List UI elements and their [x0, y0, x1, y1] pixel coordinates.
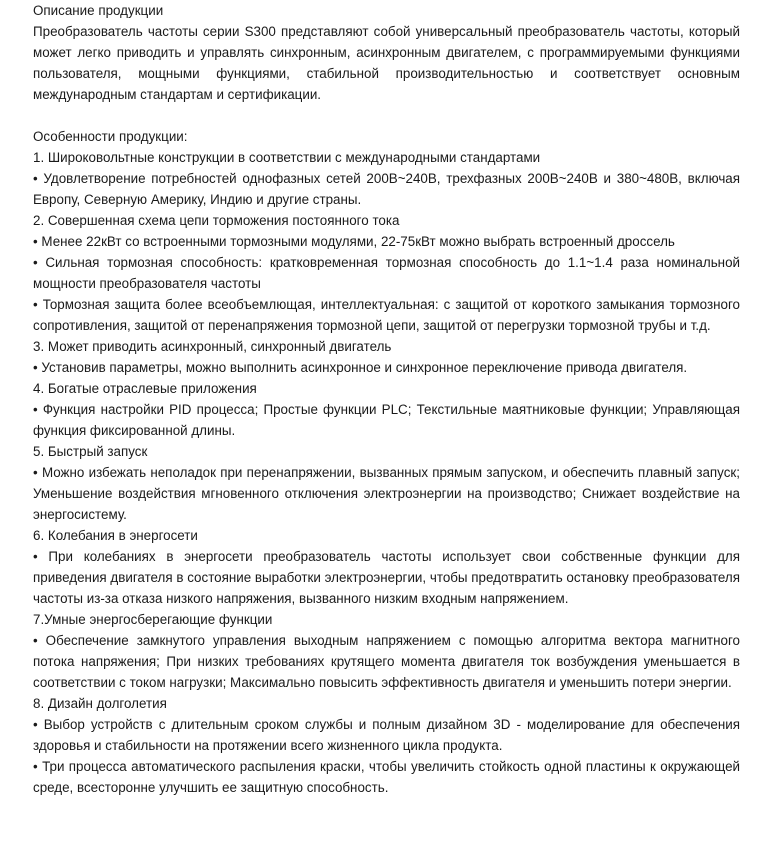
feature-heading: 5. Быстрый запуск	[33, 444, 148, 459]
feature-section	[33, 210, 740, 336]
feature-section	[33, 147, 740, 210]
spacer	[33, 105, 740, 126]
feature-bullet: • Функция настройки PID процесса; Простые функции PLC; Текстильные маятниковые функции; Управляющая функция фиксированной длины.	[33, 402, 740, 438]
feature-section	[33, 609, 740, 693]
features-list	[33, 147, 740, 798]
feature-section	[33, 378, 740, 441]
feature-heading: 7.Умные энергосберегающие функции	[33, 612, 273, 627]
feature-heading: 1. Широковольтные конструкции в соответствии с международными стандартами	[33, 150, 541, 165]
feature-bullet: • При колебаниях в энергосети преобразователь частоты использует свои собственные функции для приведения двигателя в состояние выработки электроэнергии, чтобы предотвратить остановку преобразователя частоты из-за отказа низкого напряжения, вызванного низким входным напряжением.	[33, 549, 740, 606]
feature-bullet: • Тормозная защита более всеобъемлющая, интеллектуальная: с защитой от короткого замыкания тормозного сопротивления, защитой от перенапряжения тормозной цепи, защитой от перегрузки тормозной трубы и т.д.	[33, 297, 740, 333]
feature-bullet: • Менее 22кВт со встроенными тормозными модулями, 22-75кВт можно выбрать встроенный дроссель	[33, 234, 675, 249]
feature-section	[33, 525, 740, 609]
feature-heading: 8. Дизайн долголетия	[33, 696, 167, 711]
feature-bullet: • Удовлетворение потребностей однофазных сетей 200В~240В, трехфазных 200В~240В и 380~480В, включая Европу, Северную Америку, Индию и другие страны.	[33, 171, 740, 207]
features-title: Особенности продукции:	[33, 129, 188, 144]
feature-heading: 3. Может приводить асинхронный, синхронный двигатель	[33, 339, 392, 354]
feature-bullet: • Три процесса автоматического распыления краски, чтобы увеличить стойкость одной пластины к окружающей среде, всесторонне улучшить ее защитную способность.	[33, 759, 740, 795]
feature-heading: 4. Богатые отраслевые приложения	[33, 381, 257, 396]
feature-heading: 6. Колебания в энергосети	[33, 528, 198, 543]
feature-section	[33, 693, 740, 798]
feature-heading: 2. Совершенная схема цепи торможения постоянного тока	[33, 213, 400, 228]
description-text: Преобразователь частоты серии S300 представляют собой универсальный преобразователь частоты, который может легко приводить и управлять синхронным, асинхронным двигателем, с программируемыми функциями пользователя, мощными функциями, стабильной производительностью и соответствует основным международным стандартам и сертификации.	[33, 24, 740, 102]
feature-bullet: • Сильная тормозная способность: кратковременная тормозная способность до 1.1~1.4 раза номинальной мощности преобразователя частоты	[33, 255, 740, 291]
feature-bullet: • Можно избежать неполадок при перенапряжении, вызванных прямым запуском, и обеспечить плавный запуск; Уменьшение воздействия мгновенного отключения электроэнергии на производство; Снижает воздействие на энергосистему.	[33, 465, 740, 522]
feature-section	[33, 441, 740, 525]
feature-section	[33, 336, 740, 378]
feature-bullet: • Выбор устройств с длительным сроком службы и полным дизайном 3D - моделирование для обеспечения здоровья и стабильности на протяжении всего жизненного цикла продукта.	[33, 717, 740, 753]
description-title: Описание продукции	[33, 3, 164, 18]
feature-bullet: • Обеспечение замкнутого управления выходным напряжением с помощью алгоритма вектора магнитного потока напряжения; При низких требованиях крутящего момента двигателя ток возбуждения уменьшается в соответствии с током нагрузки; Максимально повысить эффективность двигателя и уменьшить потери энергии.	[33, 633, 740, 690]
feature-bullet: • Установив параметры, можно выполнить асинхронное и синхронное переключение привода двигателя.	[33, 360, 688, 375]
